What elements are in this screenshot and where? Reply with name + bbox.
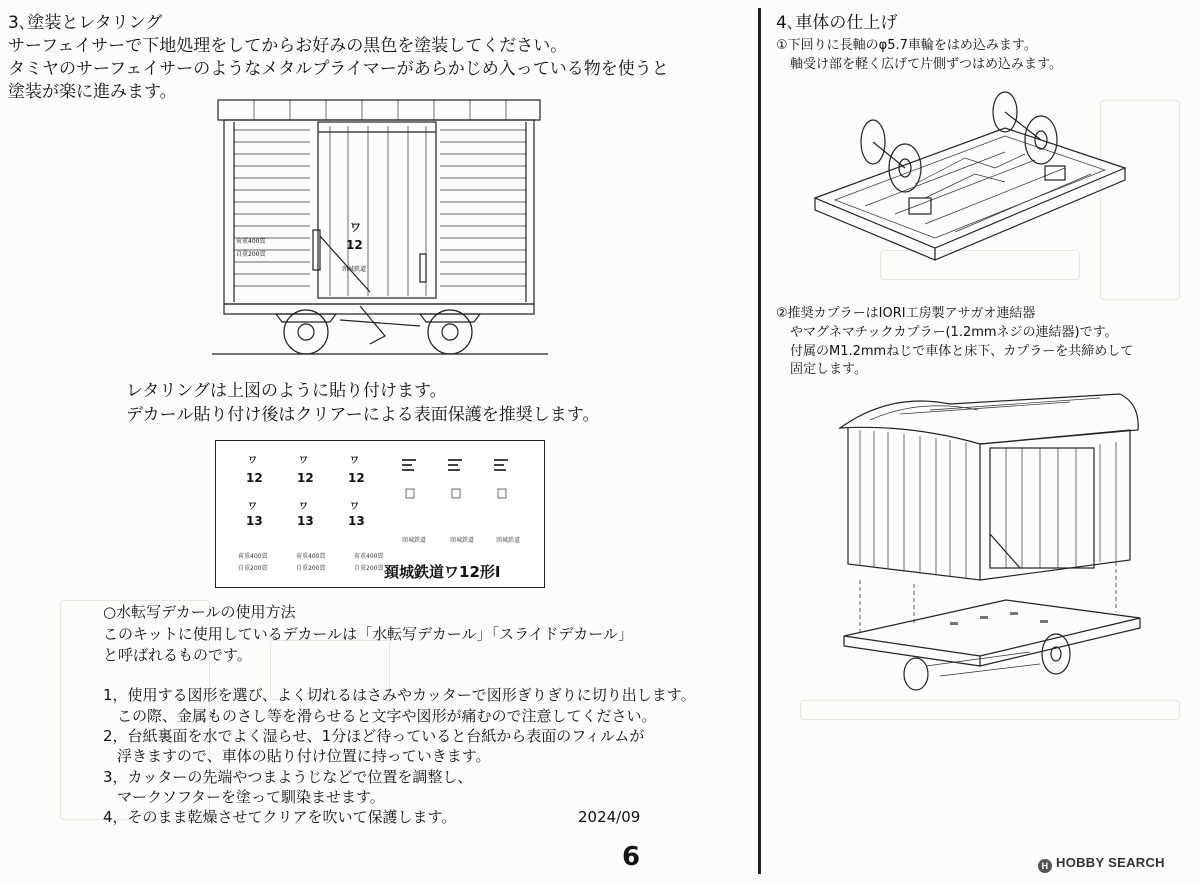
page-number: 6 — [622, 842, 641, 872]
decal-number: 12 — [246, 471, 263, 485]
decal-step: 浮きますので、車体の貼り付け位置に持っていきます。 — [117, 747, 491, 765]
decal-own-weight-label: 自重200貫 — [296, 565, 326, 572]
section3-line: タミヤのサーフェイサーのようなメタルプライマーがあらかじめ入っている物を使うと — [8, 59, 669, 79]
decal-spec-blocks — [396, 455, 536, 525]
decal-number: 13 — [297, 514, 314, 528]
section4-step2-line: やマグネマチックカプラー(1.2mmネジの連結器)です。 — [790, 325, 1118, 340]
decal-load-label: 荷重400貫 — [238, 553, 268, 560]
lettering-note-line: レタリングは上図のように貼り付けます。 — [126, 381, 447, 401]
watermark-text: HOBBY SEARCH — [1056, 855, 1165, 870]
decal-railway-label: 頸城鉄道 — [450, 537, 475, 544]
section3-title: 3､塗装とレタリング — [8, 13, 163, 33]
decal-wa-mark: ワ — [299, 502, 309, 512]
decal-load-label: 荷重400貫 — [296, 553, 326, 560]
section3-line: 塗装が楽に進みます。 — [8, 82, 177, 102]
decal-wa-mark: ワ — [299, 456, 309, 466]
decal-wa-mark: ワ — [350, 502, 360, 512]
chassis-wheel-drawing — [805, 88, 1135, 268]
decal-number: 13 — [246, 514, 263, 528]
wagon-mark-wa: ワ — [350, 221, 361, 234]
decal-own-weight-label: 自重200貫 — [238, 565, 268, 572]
decal-step: 1，使用する図形を選び、よく切れるはさみやカッターで図形ぎりぎりに切り出します。 — [103, 686, 696, 704]
section4-title: 4､車体の仕上げ — [776, 13, 898, 33]
decal-step: 2，台紙裏面を水でよく湿らせ、1分ほど待っていると台紙から表面のフィルムが — [103, 727, 645, 745]
decal-step: マークソフターを塗って馴染ませます。 — [117, 788, 385, 806]
decal-railway-label: 頸城鉄道 — [402, 537, 427, 544]
column-divider — [758, 8, 761, 874]
decal-number: 12 — [297, 471, 314, 485]
decal-usage-title: ○水転写デカールの使用方法 — [103, 603, 296, 621]
decal-step: 4，そのまま乾燥させてクリアを吹いて保護します。 — [103, 808, 457, 826]
section4-step2-line: 付属のM1.2mmねじで車体と床下、カプラーを共締めして — [790, 344, 1134, 359]
wagon-side-drawing — [210, 96, 550, 358]
decal-sheet-illustration — [215, 440, 545, 588]
section4-step2-line: ②推奨カプラーはIORI工房製アサガオ連結器 — [776, 306, 1036, 321]
decal-usage-intro: と呼ばれるものです。 — [103, 646, 252, 664]
wagon-mark-number: 12 — [346, 238, 363, 252]
section4-step1-line: ①下回りに長軸のφ5.7車輪をはめ込みます。 — [776, 38, 1037, 53]
wagon-assembly-drawing — [830, 384, 1150, 696]
section3-line: サーフェイサーで下地処理をしてからお好みの黒色を塗装してください。 — [8, 36, 568, 56]
hobby-search-watermark — [1038, 855, 1165, 873]
hobby-search-logo-icon: H — [1038, 859, 1052, 873]
decal-own-weight-label: 自重200貫 — [354, 565, 384, 572]
decal-railway-label: 頸城鉄道 — [496, 537, 521, 544]
decal-step: この際、金属ものさし等を滑らせると文字や図形が痛むので注意してください。 — [117, 707, 657, 725]
decal-sheet-title: 頚城鉄道ワ12形Ⅰ — [384, 563, 501, 581]
decal-usage-intro: このキットに使用しているデカールは「水転写デカール」「スライドデカール」 — [103, 625, 633, 643]
decal-wa-mark: ワ — [248, 502, 258, 512]
decal-wa-mark: ワ — [248, 456, 258, 466]
wagon-railway-label: 頸城鉄道 — [342, 266, 367, 273]
document-date: 2024/09 — [578, 808, 641, 826]
decal-wa-mark: ワ — [350, 456, 360, 466]
lettering-note-line: デカール貼り付け後はクリアーによる表面保護を推奨します。 — [126, 405, 600, 425]
decal-number: 12 — [348, 471, 365, 485]
decal-step: 3，カッターの先端やつまようじなどで位置を調整し、 — [103, 768, 473, 786]
wagon-load-label: 荷重400貫 — [236, 238, 266, 245]
decal-load-label: 荷重400貫 — [354, 553, 384, 560]
wagon-own-weight-label: 自重200貫 — [236, 251, 266, 258]
section4-step2-line: 固定します。 — [790, 362, 867, 377]
decal-number: 13 — [348, 514, 365, 528]
section4-step1-line: 軸受け部を軽く広げて片側ずつはめ込みます。 — [790, 57, 1062, 72]
bleed-through-shape — [800, 700, 1180, 720]
